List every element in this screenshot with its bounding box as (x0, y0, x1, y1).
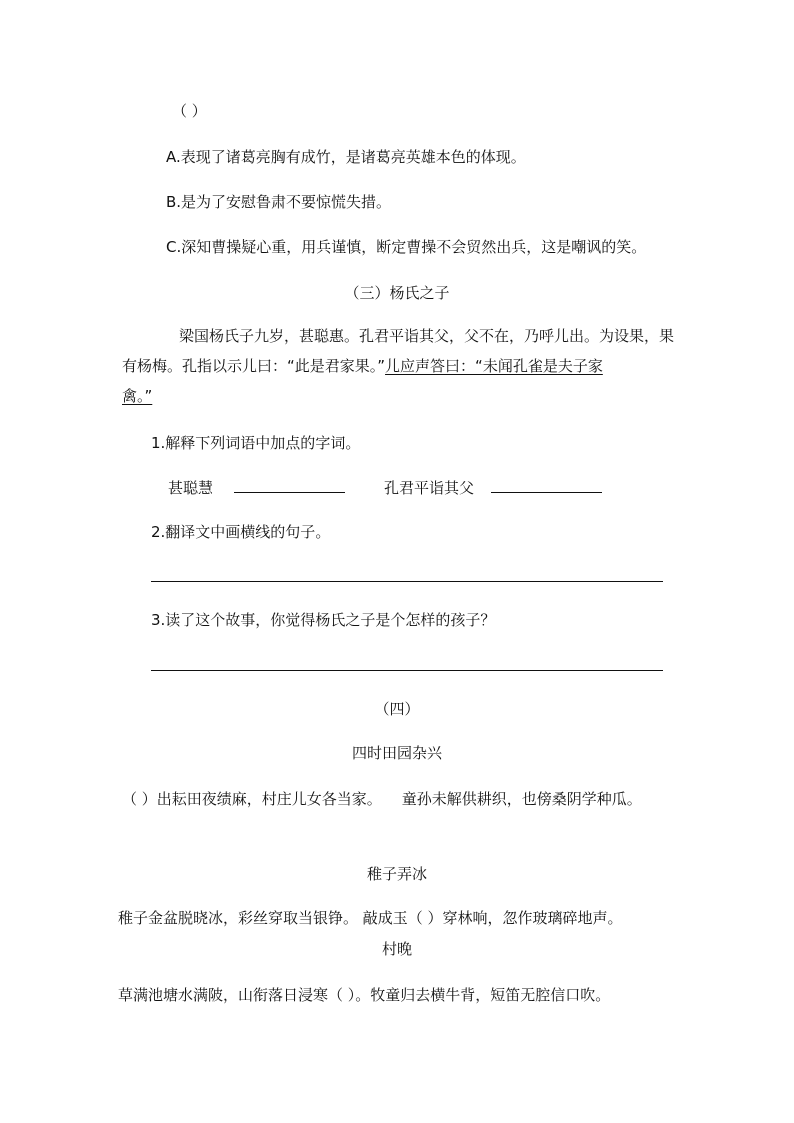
q1-word-2: 孔君平诣其父 (384, 479, 475, 497)
option-c: C.深知曹操疑心重，用兵谨慎，断定曹操不会贸然出兵，这是嘲讽的笑。 (166, 238, 647, 256)
poem-1-line-a: （ ）出耘田夜绩麻，村庄儿女各当家。 (122, 790, 382, 808)
q1-word-1: 甚聪慧 (168, 479, 214, 497)
poem-2-line: 稚子金盆脱晓冰，彩丝穿取当银铮。 敲成玉（ ）穿林响，忽作玻璃碎地声。 (118, 909, 623, 927)
underlined-sentence-part-1: 儿应声答曰：“未闻孔雀是夫子家 (385, 357, 603, 375)
question-3: 3.读了这个故事，你觉得杨氏之子是个怎样的孩子？ (151, 611, 496, 629)
answer-blank-2[interactable] (491, 478, 602, 493)
poem-3-line: 草满池塘水满陂，山衔落日浸寒（ ）。牧童归去横牛背，短笛无腔信口吹。 (118, 986, 611, 1004)
q1-item-1 (168, 478, 345, 498)
passage-text-2: 有杨梅。孔指以示儿曰：“此是君家果。” (122, 357, 386, 375)
answer-line-q2[interactable] (151, 581, 663, 582)
underlined-sentence-part-2: 禽。” (122, 387, 153, 405)
q1-item-2 (384, 478, 602, 498)
section-4-title: （四） (374, 700, 420, 718)
passage-line-2 (122, 356, 603, 376)
section-3-title: （三）杨氏之子 (344, 284, 450, 302)
passage-line-1 (151, 326, 674, 346)
poem-1-line (122, 789, 642, 809)
option-b: B.是为了安慰鲁肃不要惊慌失措。 (166, 193, 392, 211)
answer-line-q3[interactable] (151, 670, 663, 671)
poem-1-title: 四时田园杂兴 (351, 744, 442, 762)
answer-blank-1[interactable] (234, 478, 345, 493)
poem-2-title: 稚子弄冰 (366, 865, 427, 883)
question-2: 2.翻译文中画横线的句子。 (151, 523, 331, 541)
option-a: A.表现了诸葛亮胸有成竹，是诸葛亮英雄本色的体现。 (166, 148, 526, 166)
answer-paren: （ ） (172, 102, 207, 120)
question-1: 1.解释下列词语中加点的字词。 (151, 434, 361, 452)
passage-line-3 (122, 386, 152, 406)
passage-text-1: 梁国杨氏子九岁，甚聪惠。孔君平诣其父，父不在，乃呼儿出。为设果，果 (179, 327, 675, 345)
poem-3-title: 村晚 (381, 940, 412, 958)
poem-1-line-b: 童孙未解供耕织，也傍桑阴学种瓜。 (401, 790, 642, 808)
